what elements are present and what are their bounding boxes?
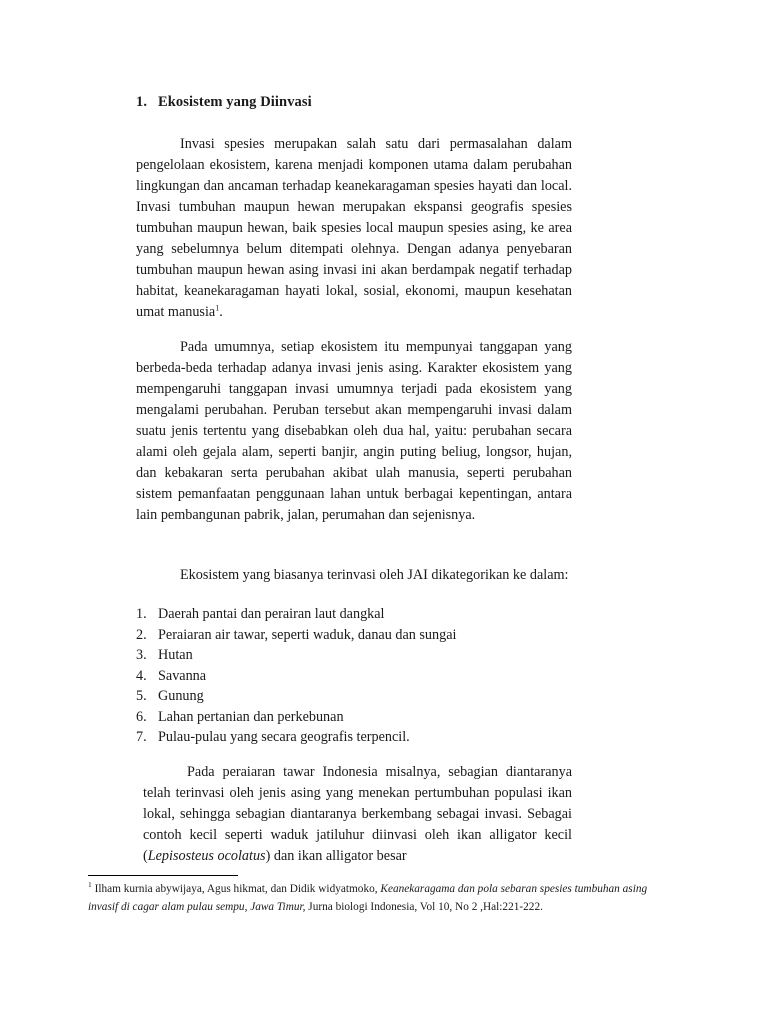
list-item [136,686,572,707]
ecosystem-list [136,604,572,748]
paragraph-4 [143,762,572,867]
list-item-text: Lahan pertanian dan perkebunan [158,708,344,725]
paragraph-4-tail: ) dan ikan alligator besar [265,848,407,864]
section-title: Ekosistem yang Diinvasi [158,94,312,110]
paragraph-2: Pada umumnya, setiap ekosistem itu mempunyai tanggapan yang berbeda-beda terhadap adanya invasi jenis asing. Karakter ekosistem yang mempengaruhi tanggapan invasi umumnya terjadi pada ekosistem yang mengalami perubahan. Peruban tersebut akan mempengaruhi invasi dalam suatu jenis tertentu yang disebabkan oleh dua hal, yaitu: perubahan secara alami oleh gejala alam, seperti banjir, angin puting beliug, longsor, hujan, dan kebakaran serta perubahan akibat ulah manusia, seperti perubahan sistem pemanfaatan penggunaan lahan untuk berbagai kepentingan, antara lain pembangunan pabrik, jalan, perumahan dan sejenisnya. [136,339,572,523]
footnote-title: Keanekaragama dan pola sebaran spesies tumbuhan asing invasif di cagar alam pulau sempu, Jawa Timur, [88,883,648,913]
species-name: Lepisosteus ocolatus [147,848,266,864]
footnote-authors: Ilham kurnia abywijaya, Agus hikmat, dan Didik widyatmoko, [91,883,381,895]
list-item [136,604,572,625]
list-item-text: Gunung [158,688,204,704]
list-item-text: Daerah pantai dan perairan laut dangkal [158,606,385,622]
footnote-reference[interactable]: 1 [215,303,220,313]
paragraph-1-text: Invasi spesies merupakan salah satu dari permasalahan dalam pengelolaan ekosistem, karena menjadi komponen utama dalam perubahan lingkungan dan ancaman terhadap keanekaragaman spesies hayati dan local. Invasi tumbuhan maupun hewan merupakan ekspansi geografis spesies tumbuhan maupun hewan, baik spesies local maupun spesies asing, ke area yang sebelumnya belum ditempati olehnya. Dengan adanya penyebaran tumbuhan maupun hewan asing invasi ini akan berdampak negatif terhadap habitat, keanekaragaman hayati lokal, sosial, ekonomi, maupun kesehatan umat manusia [136,136,572,320]
footnote [88,880,664,916]
list-item-number: 4. [136,667,147,684]
list-item-text: Pulau-pulau yang secara geografis terpencil. [158,729,410,745]
list-item [136,645,572,666]
paragraph-4-text: Pada peraiaran tawar Indonesia misalnya, sebagian diantaranya telah terinvasi oleh jenis asing yang menekan pertumbuhan populasi ikan lokal, sehingga sebagian diantaranya berkembang sebagai invasi. Sebagai contoh kecil seperti waduk jatiluhur diinvasi oleh ikan alligator kecil ( [143,764,572,864]
footnote-mark: 1 [88,880,92,890]
list-item-number: 2. [136,626,147,643]
list-item-number: 3. [136,647,147,663]
list-item-text: Peraiaran air tawar, seperti waduk, danau dan sungai [158,626,457,643]
list-item [136,707,572,728]
list-item [136,666,572,687]
section-heading [136,94,312,111]
footnote-source: Jurna biologi Indonesia, Vol 10, No 2 ,Hal:221-222. [305,901,543,913]
paragraph-1 [136,134,572,323]
list-item-number: 5. [136,688,147,704]
list-item [136,625,572,646]
list-item-text: Savanna [158,667,207,684]
list-item-text: Hutan [158,647,193,663]
footnote-separator [88,875,238,876]
paragraph-1-end: . [219,304,223,320]
list-item-number: 7. [136,729,147,745]
list-item-number: 1. [136,606,147,622]
paragraph-3: Ekosistem yang biasanya terinvasi oleh JAI dikategorikan ke dalam: [180,567,569,583]
section-number: 1. [136,94,148,110]
list-item [136,727,572,748]
list-item-number: 6. [136,708,147,725]
